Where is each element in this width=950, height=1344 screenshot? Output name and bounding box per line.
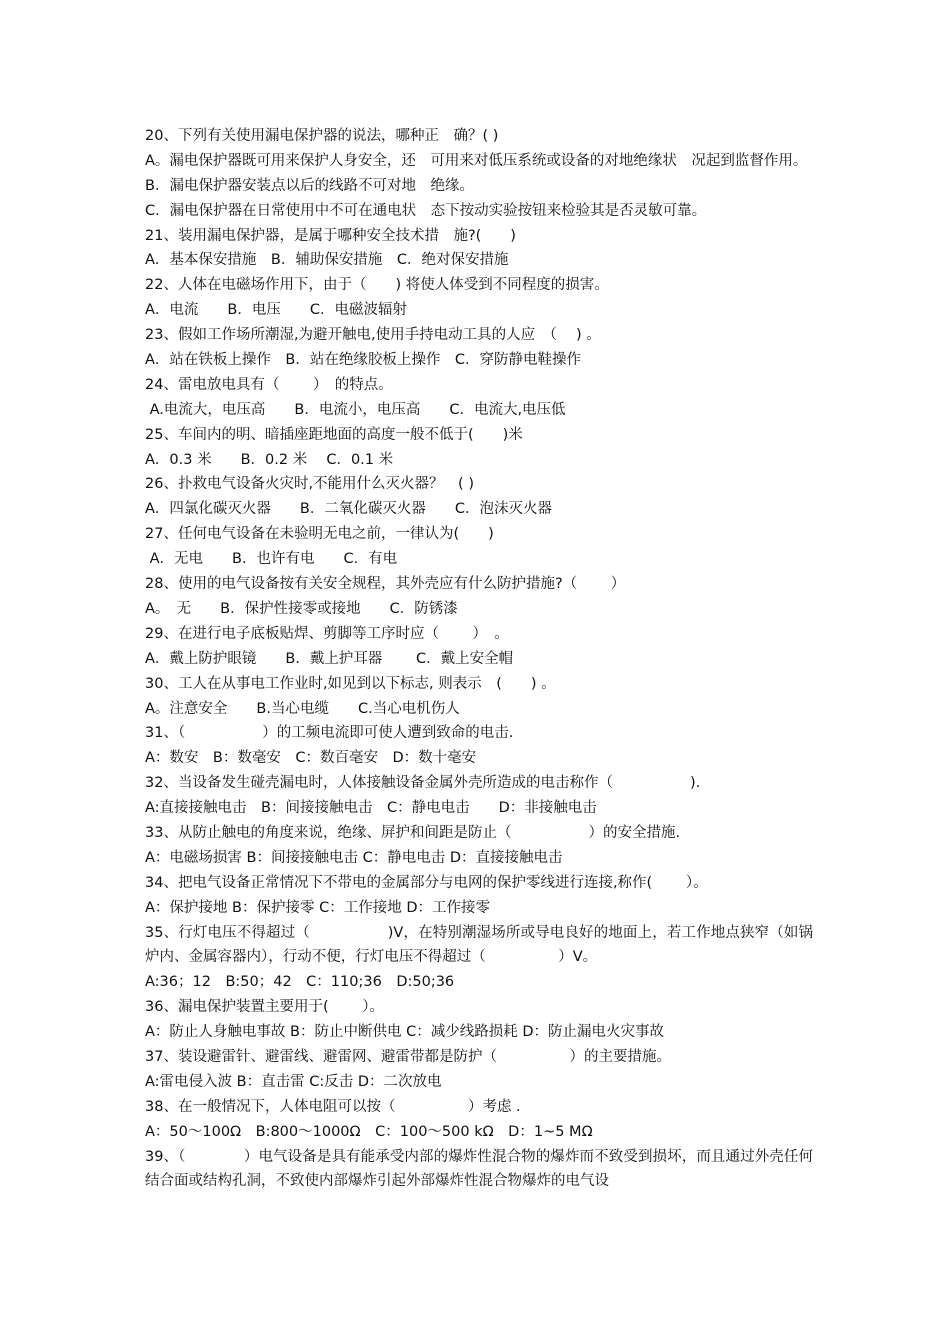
question-23-options: A．站在铁板上操作 B．站在绝缘胶板上操作 C．穿防静电鞋操作 [145, 352, 581, 369]
question-20-option-b: B．漏电保护器安装点以后的线路不可对地 绝缘。 [145, 177, 474, 194]
question-23: 23、假如工作场所潮湿,为避开触电,使用手持电动工具的人应 （ ) 。 [145, 327, 601, 344]
question-39: 39、（ ）电气设备是具有能承受内部的爆炸性混合物的爆炸而不致受到损坏，而且通过外壳任何结合面或结构孔洞，不致使内部爆炸引起外部爆炸性混合物爆炸的电气设 [145, 1148, 813, 1190]
question-31: 31、（ ）的工频电流即可使人遭到致命的电击. [145, 725, 514, 742]
question-36: 36、漏电保护装置主要用于( ）。 [145, 999, 384, 1016]
question-37-options: A:雷电侵入波 B：直击雷 C:反击 D：二次放电 [145, 1073, 442, 1090]
document-page [145, 124, 813, 1194]
question-31-options: A：数安 B：数毫安 C：数百毫安 D：数十毫安 [145, 750, 477, 767]
question-27: 27、任何电气设备在未验明无电之前，一律认为( ) [145, 526, 494, 543]
question-36-options: A：防止人身触电事故 B：防止中断供电 C：减少线路损耗 D：防止漏电火灾事故 [145, 1024, 664, 1041]
question-21: 21、装用漏电保护器，是属于哪种安全技术措 施?( ) [145, 227, 516, 244]
question-32: 32、当设备发生碰壳漏电时，人体接触设备金属外壳所造成的电击称作（ ). [145, 775, 701, 792]
question-28: 28、使用的电气设备按有关安全规程，其外壳应有什么防护措施?（ ） [145, 576, 626, 593]
question-34: 34、把电气设备正常情况下不带电的金属部分与电网的保护零线进行连接,称作( ）。 [145, 874, 708, 891]
question-30-options: A。注意安全 B.当心电缆 C.当心电机伤人 [145, 700, 460, 717]
question-33: 33、从防止触电的角度来说，绝缘、屏护和间距是防止（ ）的安全措施. [145, 824, 681, 841]
question-37: 37、装设避雷针、避雷线、避雷网、避雷带都是防护（ ）的主要措施。 [145, 1049, 671, 1065]
question-24: 24、雷电放电具有（ ） 的特点。 [145, 376, 393, 393]
question-24-options: A.电流大，电压高 B．电流小，电压高 C．电流大,电压低 [145, 401, 566, 418]
question-38: 38、在一般情况下，人体电阻可以按（ ）考虑 . [145, 1098, 521, 1115]
question-22: 22、人体在电磁场作用下，由于（ ) 将使人体受到不同程度的损害。 [145, 277, 609, 294]
question-26: 26、扑救电气设备火灾时,不能用什么灭火器？ ( ) [145, 476, 474, 493]
question-27-options: A．无电 B．也许有电 C．有电 [145, 551, 398, 568]
question-20-option-a: A。漏电保护器既可用来保护人身安全，还 可用来对低压系统或设备的对地绝缘状 况起到监督作用。 [145, 152, 808, 169]
question-25: 25、车间内的明、暗插座距地面的高度一般不低于( )米 [145, 426, 523, 443]
question-33-options: A：电磁场损害 B：间接接触电击 C：静电电击 D：直接接触电击 [145, 849, 563, 866]
question-34-options: A：保护接地 B：保护接零 C：工作接地 D：工作接零 [145, 899, 490, 916]
question-26-options: A．四氯化碳灭火器 B．二氧化碳灭火器 C．泡沫灭火器 [145, 501, 552, 518]
question-29-options: A．戴上防护眼镜 B．戴上护耳器 C．戴上安全帽 [145, 650, 514, 667]
question-20: 20、下列有关使用漏电保护器的说法，哪种正 确？( ) [145, 128, 499, 144]
question-28-options: A。 无 B．保护性接零或接地 C．防锈漆 [145, 600, 458, 617]
question-38-options: A：50～100Ω B:800～1000Ω C：100～500 kΩ D：1~5 MΩ [145, 1123, 593, 1140]
question-22-options: A．电流 B．电压 C．电磁波辐射 [145, 302, 407, 319]
question-20-option-c: C．漏电保护器在日常使用中不可在通电状 态下按动实验按钮来检验其是否灵敏可靠。 [145, 202, 707, 219]
question-29: 29、在进行电子底板贴焊、剪脚等工序时应（ ） 。 [145, 625, 509, 642]
question-21-options: A．基本保安措施 B．辅助保安措施 C．绝对保安措施 [145, 252, 509, 269]
question-35: 35、行灯电压不得超过（ )V，在特别潮湿场所或导电良好的地面上，若工作地点狭窄（如锅炉内、金属容器内），行动不便，行灯电压不得超过（ ）V。 [145, 924, 813, 966]
question-30: 30、工人在从事电工作业时,如见到以下标志, 则表示 ( ) 。 [145, 675, 556, 692]
question-25-options: A．0.3 米 B．0.2 米 C．0.1 米 [145, 451, 394, 468]
question-32-options: A:直接接触电击 B：间接接触电击 C：静电电击 D：非接触电击 [145, 800, 597, 817]
question-35-options: A:36；12 B:50；42 C：110;36 D:50;36 [145, 974, 455, 991]
